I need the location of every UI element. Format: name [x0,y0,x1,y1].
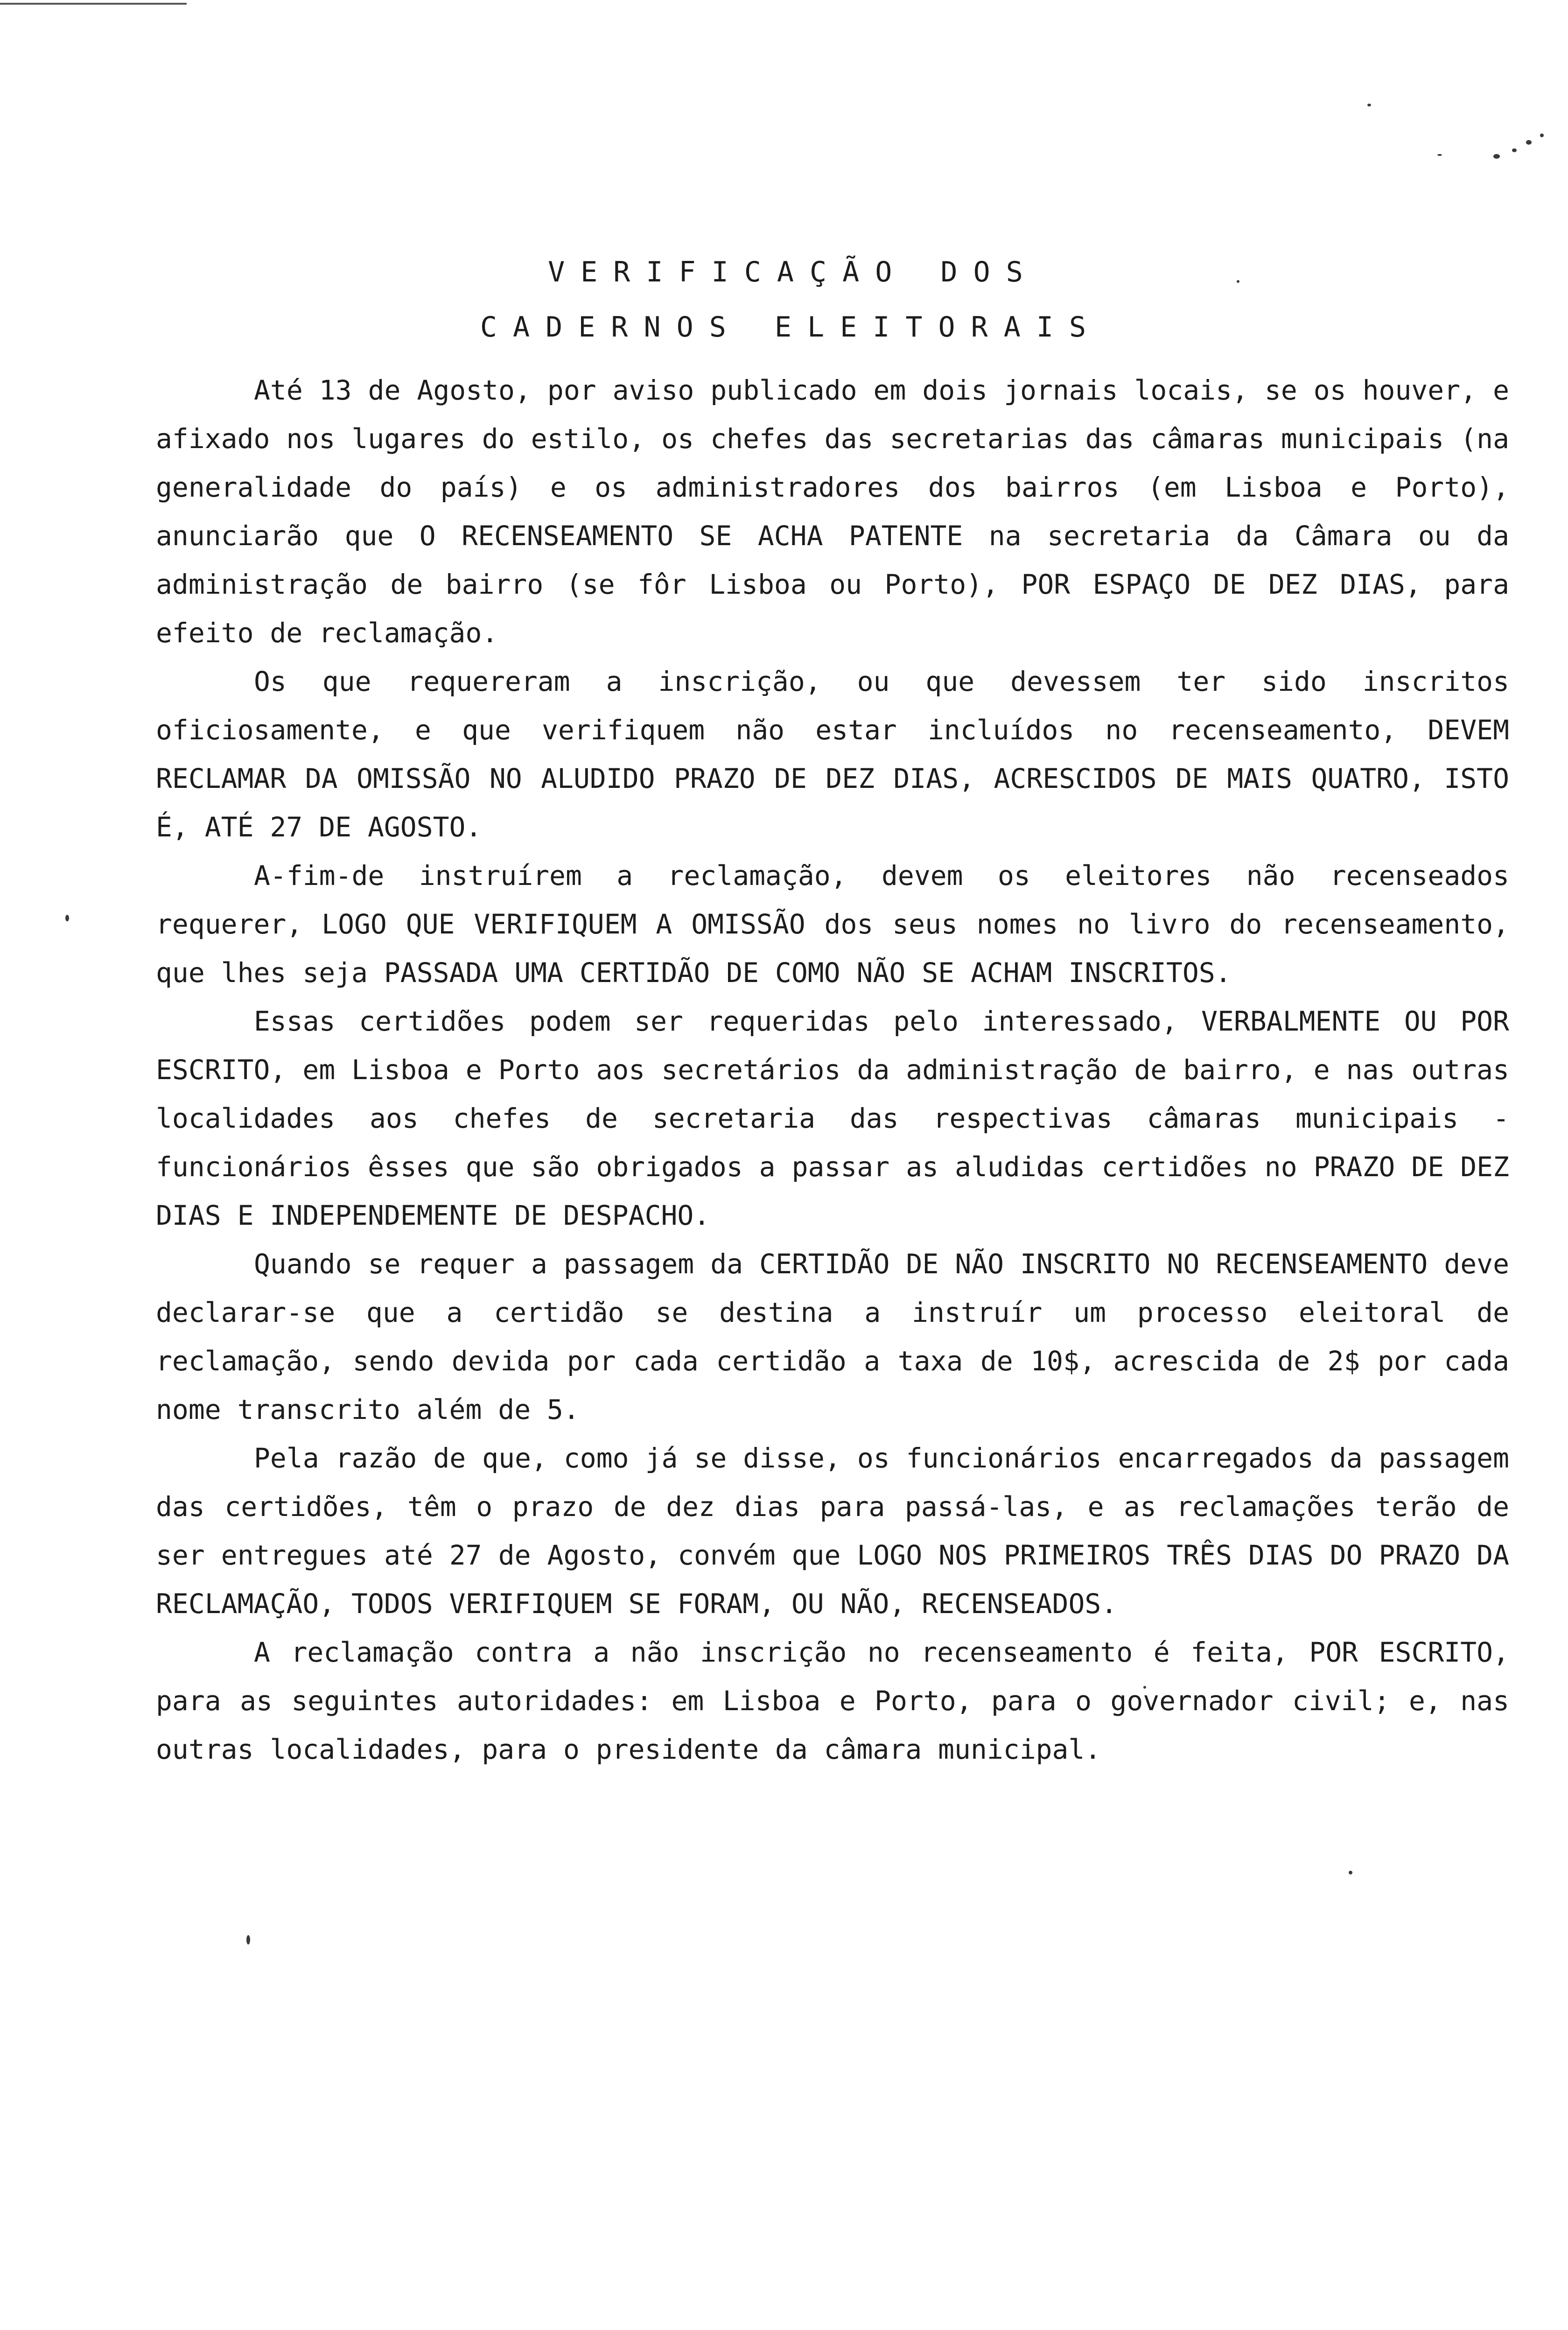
top-edge-line [0,3,187,5]
scan-speck [246,1935,250,1944]
paragraph: Pela razão de que, como já se disse, os funcionários encarregados da passagem das certidões, têm o prazo de dez dias para passá-las, e as reclamações terão de ser entregues até 27 de Agosto, convém que LOGO NOS PRIMEIROS TRÊS DIAS DO PRAZO DA RECLAMAÇÃO, TODOS VERIFIQUEM SE FORAM, OU NÃO, RECENSEADOS. [156,1442,1509,1620]
scan-speck [65,915,69,921]
scan-speck [1493,154,1500,159]
paragraph: Até 13 de Agosto, por aviso publicado em dois jornais locais, se os houver, e afixado nos lugares do estilo, os chefes das secretarias das câmaras municipais (na generalidade do país) e os administradores dos bairros (em Lisboa e Porto), anunciarão que O RECENSEAMENTO SE ACHA PATENTE na secretaria da Câmara ou da administração de bairro (se fôr Lisboa ou Porto), POR ESPAÇO DE DEZ DIAS, para efeito de reclamação. [156,374,1509,649]
document-title-line-1: VERIFICAÇÃO DOS [548,256,1039,288]
paragraph: Quando se requer a passagem da CERTIDÃO DE NÃO INSCRITO NO RECENSEAMENTO deve declarar-se que a certidão se destina a instruír um processo eleitoral de reclamação, sendo devida por cada certidão a taxa de 10$, acrescida de 2$ por cada nome transcrito além de 5. [156,1248,1509,1425]
scan-speck [1540,133,1544,137]
paragraph: Os que requereram a inscrição, ou que devessem ter sido inscritos oficiosamente, e que verifiquem não estar incluídos no recenseamento, DEVEM RECLAMAR DA OMISSÃO NO ALUDIDO PRAZO DE DEZ DIAS, ACRESCIDOS DE MAIS QUATRO, ISTO É, ATÉ 27 DE AGOSTO. [156,666,1509,843]
document-body [156,366,1509,1774]
paragraph: A-fim-de instruírem a reclamação, devem os eleitores não recenseados requerer, LOGO QUE VERIFIQUEM A OMISSÃO dos seus nomes no livro do recenseamento, que lhes seja PASSADA UMA CERTIDÃO DE COMO NÃO SE ACHAM INSCRITOS. [156,860,1509,989]
scan-speck [1526,140,1532,145]
paragraph: A reclamação contra a não inscrição no recenseamento é feita, POR ESCRITO, para as seguintes autoridades: em Lisboa e Porto, para o governador civil; e, nas outras localidades, para o presidente da câmara municipal. [156,1636,1509,1765]
scan-speck [1437,154,1442,156]
paragraph: Essas certidões podem ser requeridas pelo interessado, VERBALMENTE OU POR ESCRITO, em Lisboa e Porto aos secretários da administração de bairro, e nas outras localidades aos chefes de secretaria das respectivas câmaras municipais - funcionários êsses que são obrigados a passar as aludidas certidões no PRAZO DE DEZ DIAS E INDEPENDEMENTE DE DESPACHO. [156,1005,1509,1231]
document-title-line-2: CADERNOS ELEITORAIS [480,311,1102,344]
scan-speck [1367,104,1371,106]
scan-speck [1349,1871,1352,1874]
scan-speck [1512,148,1517,152]
